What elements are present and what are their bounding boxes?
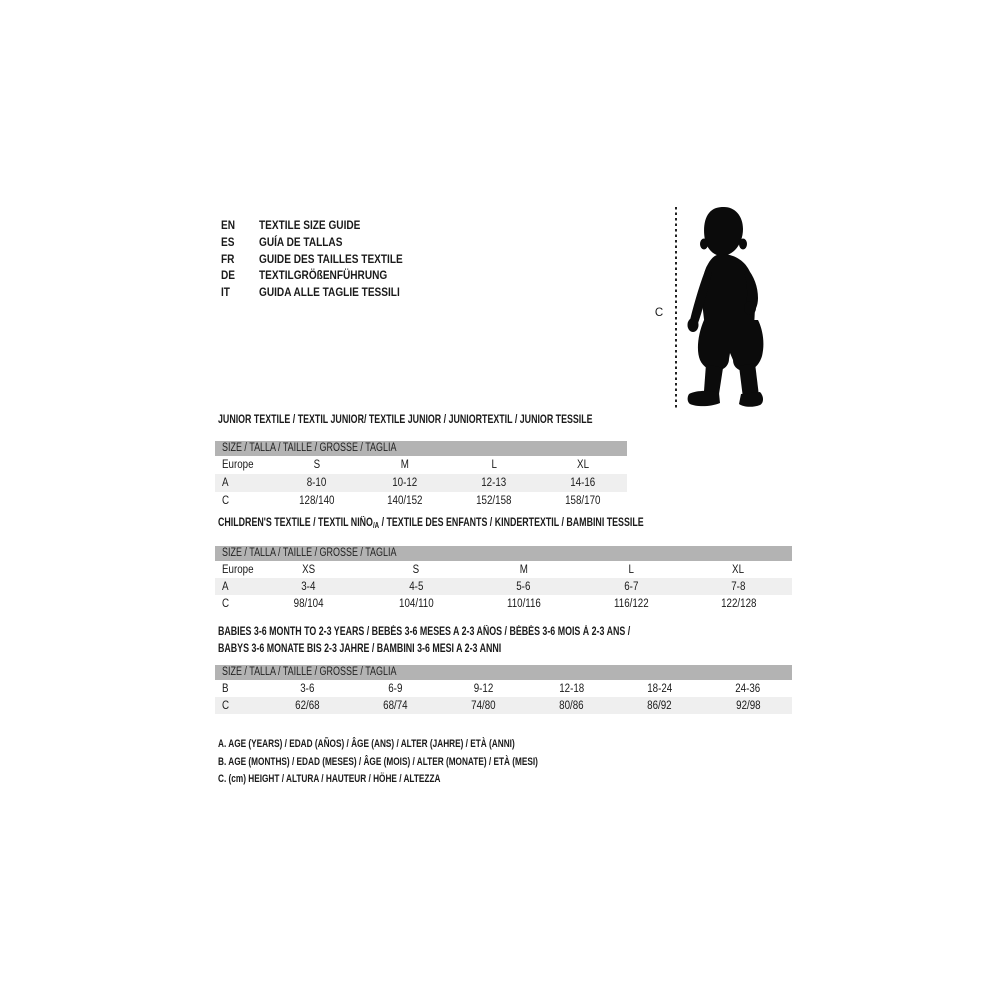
size-header-text: SIZE / TALLA / TAILLE / GRÖSSE / TAGLIA (222, 547, 397, 559)
legend-text: B. AGE (MONTHS) / EDAD (MESES) / ÂGE (MOIS) / ALTER (MONATE) / ETÀ (MESI) (218, 755, 538, 768)
table-cell (450, 495, 539, 507)
size-table-babies (215, 624, 792, 714)
row-label (215, 477, 272, 489)
cell-text: 12-18 (559, 682, 585, 695)
table-cell (685, 598, 792, 610)
row-label-text: Europe (222, 563, 254, 576)
table-cell (272, 477, 361, 489)
language-label-text: TEXTILGRÖßENFÜHRUNG (259, 268, 388, 283)
language-code-text: ES (221, 234, 235, 249)
legend-line-c (218, 771, 645, 789)
language-label (259, 217, 380, 234)
height-dashed-line (675, 207, 677, 408)
table-cell (351, 700, 439, 712)
cell-text: 116/122 (613, 597, 649, 610)
table-row (215, 561, 792, 578)
cell-text: 7-8 (731, 580, 746, 593)
cell-text: M (401, 459, 410, 471)
cell-text: 14-16 (570, 477, 596, 489)
cell-text: 152/158 (476, 495, 512, 507)
cell-text: 3-6 (300, 682, 315, 695)
table-cell (361, 459, 450, 471)
height-marker-label: C (654, 307, 664, 319)
table-cell (704, 700, 792, 712)
cell-text: XL (576, 459, 589, 471)
language-row-it (221, 284, 430, 301)
cell-text: 8-10 (306, 477, 327, 489)
table-cell (351, 683, 439, 695)
toddler-silhouette-icon (687, 202, 777, 410)
title-pre: CHILDREN'S TEXTILE / TEXTIL NIÑO (218, 517, 373, 529)
language-code-text: IT (221, 285, 230, 300)
table-title-line1 (215, 624, 792, 641)
row-label (215, 598, 255, 610)
legend-text: A. AGE (YEARS) / EDAD (AÑOS) / ÂGE (ANS) / ALTER (JAHRE) / ETÀ (ANNI) (218, 738, 515, 750)
row-label (215, 495, 272, 507)
cell-text: 62/68 (294, 699, 320, 712)
table-cell (450, 477, 539, 489)
row-label (215, 581, 255, 593)
table-cell (255, 598, 362, 610)
row-label-text: Europe (222, 459, 254, 471)
cell-text: L (491, 459, 497, 471)
cell-text: S (313, 459, 320, 471)
cell-text: 104/110 (398, 597, 434, 610)
language-title-block (221, 217, 430, 301)
row-label-text: A (222, 477, 229, 489)
row-label (215, 459, 272, 471)
table-cell (362, 581, 469, 593)
cell-text: 3-4 (301, 580, 316, 593)
size-header-bar (215, 546, 792, 561)
table-cell (272, 495, 361, 507)
cell-text: 98/104 (293, 597, 324, 610)
table-title-text: JUNIOR TEXTILE / TEXTIL JUNIOR/ TEXTILE JUNIOR / JUNIORTEXTIL / JUNIOR TESSILE (218, 414, 593, 426)
row-label-text: B (222, 682, 229, 695)
row-label (215, 683, 263, 695)
table-cell (361, 477, 450, 489)
table-cell (577, 581, 684, 593)
cell-text: 68/74 (383, 699, 408, 712)
cell-text: M (519, 563, 528, 576)
cell-text: 6-9 (388, 682, 403, 695)
language-code (221, 234, 259, 251)
table-cell (538, 459, 627, 471)
legend-line-b (218, 754, 645, 772)
table-cell (685, 564, 792, 576)
size-table-junior (215, 414, 627, 510)
language-code (221, 251, 259, 268)
language-label-text: GUIDE DES TAILLES TEXTILE (259, 251, 403, 266)
legend-text: C. (cm) HEIGHT / ALTURA / HAUTEUR / HÖHE / ALTEZZA (218, 773, 441, 785)
table-cell (577, 564, 684, 576)
cell-text: 9-12 (473, 682, 494, 695)
row-label-text: C (222, 495, 230, 507)
legend-line-a (218, 736, 645, 754)
language-row-de (221, 267, 430, 284)
cell-text: 158/170 (564, 495, 601, 507)
cell-text: 6-7 (623, 580, 638, 593)
row-label (215, 564, 255, 576)
table-cell (450, 459, 539, 471)
table-cell (685, 581, 792, 593)
title-subscript: /A (372, 521, 380, 530)
size-header-bar (215, 665, 792, 680)
cell-text: L (628, 563, 634, 576)
cell-text: 12-13 (481, 477, 507, 489)
cell-text: 4-5 (409, 580, 424, 593)
cell-text: 110/116 (506, 597, 541, 610)
table-cell (577, 598, 684, 610)
language-code (221, 217, 259, 234)
cell-text: 140/152 (387, 495, 423, 507)
cell-text: 74/80 (471, 699, 496, 712)
table-cell (616, 700, 704, 712)
language-label (259, 234, 358, 251)
language-code-text: EN (221, 218, 236, 232)
table-cell (272, 459, 361, 471)
size-header-text: SIZE / TALLA / TAILLE / GRÖSSE / TAGLIA (222, 442, 397, 454)
cell-text: 128/140 (298, 495, 335, 507)
table-cell (255, 581, 362, 593)
size-table-children (215, 517, 792, 612)
cell-text: 10-12 (392, 477, 418, 489)
table-title-text (218, 517, 644, 532)
table-title-text: BABYS 3-6 MONATE BIS 2-3 JAHRE / BAMBINI 3-6 MESI A 2-3 ANNI (218, 643, 502, 655)
cell-text: 18-24 (647, 682, 673, 695)
language-code-text: FR (221, 251, 235, 266)
table-cell (528, 683, 616, 695)
cell-text: XL (732, 563, 745, 576)
table-title-line2 (215, 641, 792, 658)
table-row (215, 492, 627, 510)
table-cell (538, 477, 627, 489)
table-cell (470, 564, 577, 576)
table-row (215, 595, 792, 612)
row-label-text: C (222, 699, 230, 712)
table-title (215, 517, 792, 530)
cell-text: 80/86 (559, 699, 584, 712)
title-post: / TEXTILE DES ENFANTS / KINDERTEXTIL / BAMBINI TESSILE (379, 517, 644, 529)
table-title (215, 414, 627, 427)
table-cell (528, 700, 616, 712)
cell-text: S (412, 563, 420, 576)
language-label (259, 284, 427, 301)
table-cell (470, 581, 577, 593)
language-label-text: GUÍA DE TALLAS (259, 234, 343, 249)
row-label-text: A (222, 580, 229, 593)
language-label-text: GUIDA ALLE TAGLIE TESSILI (259, 285, 400, 300)
language-row-es (221, 234, 430, 251)
table-cell (255, 564, 362, 576)
table-cell (263, 683, 351, 695)
table-cell (361, 495, 450, 507)
language-label (259, 267, 412, 284)
table-row (215, 578, 792, 595)
row-label-text: C (222, 597, 230, 610)
table-row (215, 697, 792, 714)
size-header-text: SIZE / TALLA / TAILLE / GRÖSSE / TAGLIA (222, 666, 397, 678)
table-cell (263, 700, 351, 712)
cell-text: 24-36 (735, 682, 761, 695)
table-cell (362, 598, 469, 610)
table-cell (538, 495, 627, 507)
table-cell (439, 700, 527, 712)
cell-text: 92/98 (735, 699, 761, 712)
language-row-fr (221, 251, 430, 268)
language-code-text: DE (221, 268, 236, 283)
cell-text: 5-6 (516, 580, 531, 593)
table-row (215, 680, 792, 697)
language-code (221, 267, 259, 284)
legend-block (218, 736, 645, 789)
table-cell (470, 598, 577, 610)
row-label (215, 700, 263, 712)
cell-text: 122/128 (720, 597, 756, 610)
size-header-bar (215, 441, 627, 456)
language-label-text: TEXTILE SIZE GUIDE (259, 218, 361, 232)
cell-text: 86/92 (647, 699, 672, 712)
language-row-en (221, 217, 430, 234)
language-label (259, 251, 430, 268)
cell-text: XS (302, 563, 316, 576)
table-cell (616, 683, 704, 695)
table-row (215, 474, 627, 492)
table-row (215, 456, 627, 474)
table-cell (362, 564, 469, 576)
table-title-text: BABIES 3-6 MONTH TO 2-3 YEARS / BEBÉS 3-6 MESES A 2-3 AÑOS / BÉBÉS 3-6 MOIS À 2-3 ANS / (218, 626, 631, 638)
table-cell (704, 683, 792, 695)
table-cell (439, 683, 527, 695)
language-code (221, 284, 259, 301)
